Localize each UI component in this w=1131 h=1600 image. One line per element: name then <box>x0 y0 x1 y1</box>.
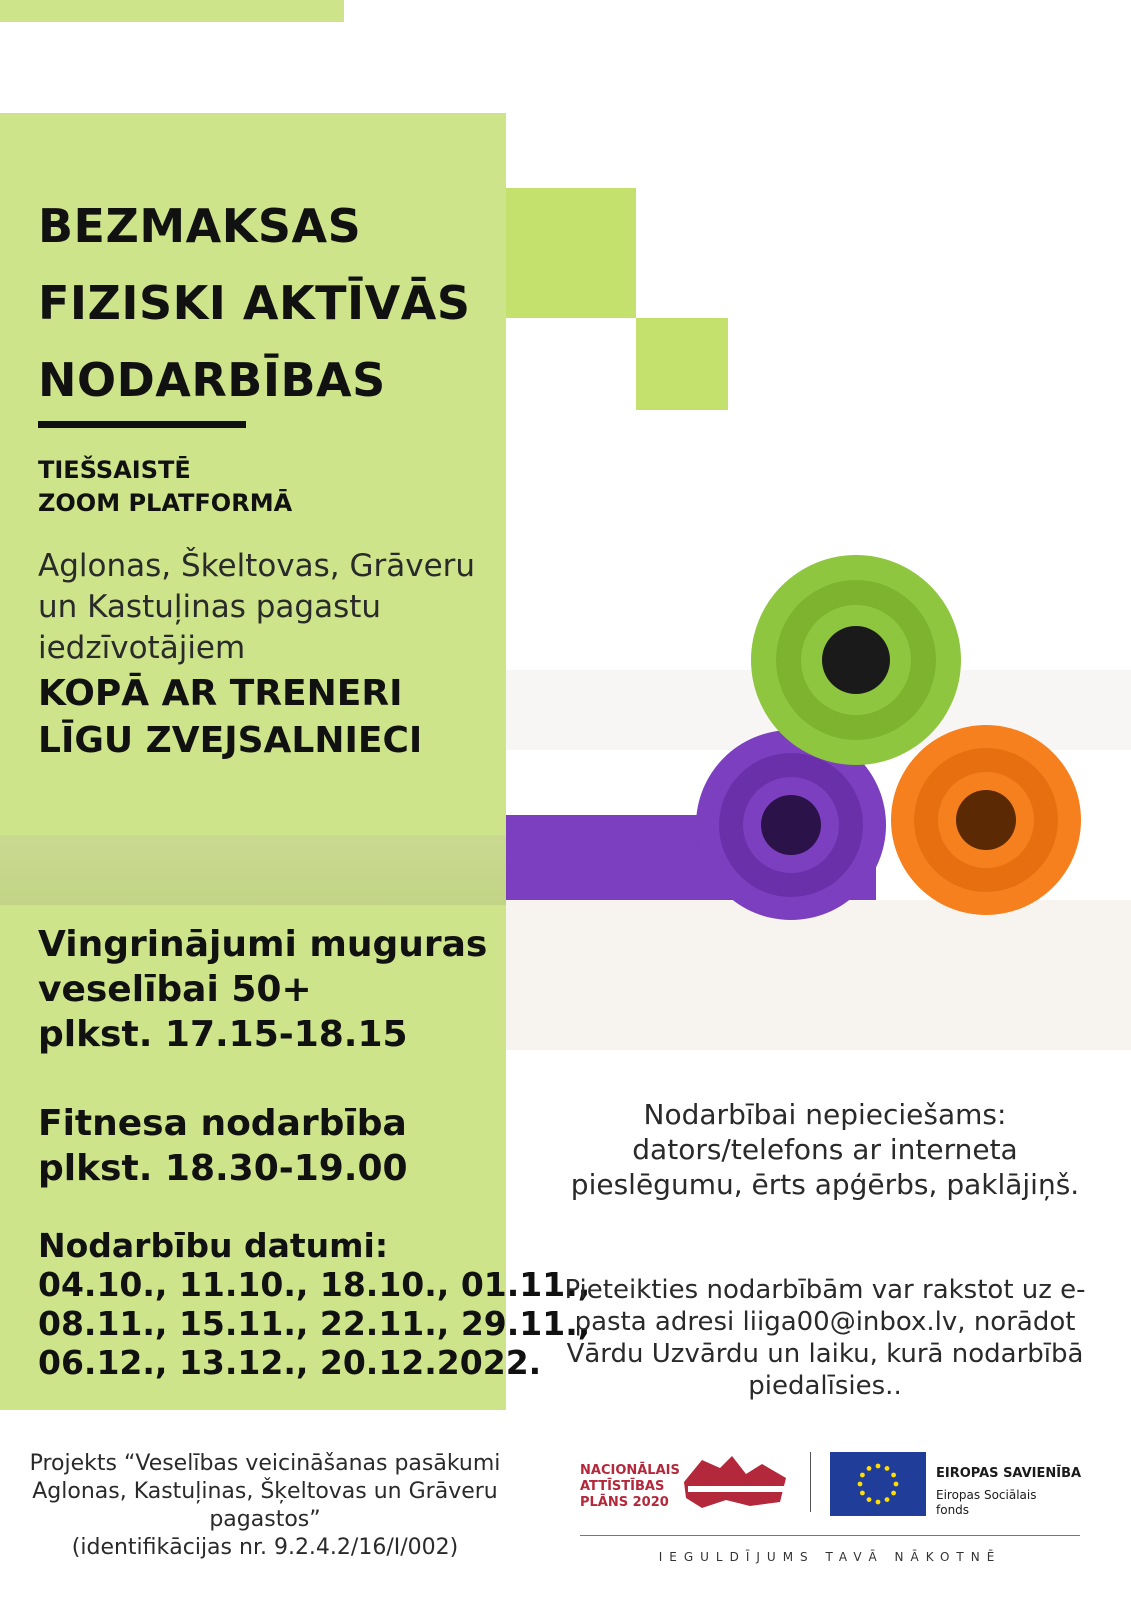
nap-logo-text <box>580 1463 680 1511</box>
dates-line: 08.11., 15.11., 22.11., 29.11., <box>38 1304 591 1343</box>
schedule-line: Fitnesa nodarbība <box>38 1103 407 1144</box>
schedule-line: plkst. 18.30-19.00 <box>38 1148 408 1189</box>
dates-label: Nodarbību datumi: <box>38 1226 389 1265</box>
decor-square-large <box>506 188 636 318</box>
nap-line: PLĀNS 2020 <box>580 1495 669 1510</box>
session-dates <box>38 1226 590 1382</box>
requirements-line: Nodarbībai nepieciešams: <box>643 1098 1007 1131</box>
title-line: FIZISKI AKTĪVĀS <box>38 276 471 330</box>
latvia-map-icon <box>680 1452 790 1510</box>
schedule-line: Vingrinājumi muguras <box>38 924 488 965</box>
schedule-fitness <box>38 1101 408 1191</box>
nap-line: NACIONĀLAIS <box>580 1463 680 1478</box>
footer-motto: IEGULDĪJUMS TAVĀ NĀKOTNĒ <box>658 1550 1002 1564</box>
poster-title <box>38 188 478 419</box>
schedule-line: veselībai 50+ <box>38 969 312 1010</box>
project-line: Aglonas, Kastuļinas, Šķeltovas un Grāveru <box>32 1479 498 1504</box>
eu-sub-line: fonds <box>936 1503 970 1517</box>
requirements-line: dators/telefons ar interneta <box>632 1133 1018 1166</box>
project-line: (identifikācijas nr. 9.2.4.2/16/I/002) <box>71 1535 459 1560</box>
dates-line: 04.10., 11.10., 18.10., 01.11., <box>38 1265 591 1304</box>
decor-square-small <box>636 318 728 410</box>
trainer-heading <box>38 670 422 764</box>
eu-fund-text <box>936 1488 1036 1518</box>
title-line: NODARBĪBAS <box>38 353 386 407</box>
subtitle-line: ZOOM PLATFORMĀ <box>38 489 293 517</box>
eu-flag-icon <box>830 1452 926 1516</box>
subtitle-line: TIEŠSAISTĒ <box>38 456 191 484</box>
trainer-line: LĪGU ZVEJSALNIECI <box>38 720 423 761</box>
photo-band-overlay <box>0 835 506 905</box>
title-divider <box>38 421 246 428</box>
nap-line: ATTĪSTĪBAS <box>580 1479 665 1494</box>
footer-rule <box>580 1535 1080 1536</box>
online-subtitle <box>38 454 292 520</box>
schedule-back-exercises <box>38 922 487 1057</box>
residents-text: Aglonas, Škeltovas, Grāveru un Kastuļinas pagastu iedzīvotājiem <box>38 548 476 666</box>
trainer-line: KOPĀ AR TRENERI <box>38 673 403 714</box>
project-info <box>20 1450 510 1562</box>
yoga-mats-illustration <box>506 520 1131 1050</box>
signup-text: Pieteikties nodarbībām var rakstot uz e-pasta adresi liiga00@inbox.lv, norādot Vārdu Uzvārdu un laiku, kurā nodarbībā piedalīsies.. <box>564 1275 1086 1401</box>
project-line: pagastos” <box>209 1507 321 1532</box>
eu-title: EIROPAS SAVIENĪBA <box>936 1466 1082 1481</box>
title-line: BEZMAKSAS <box>38 199 362 253</box>
eu-sub-line: Eiropas Sociālais <box>936 1488 1037 1502</box>
footer-divider <box>810 1452 811 1512</box>
requirements-text <box>560 1097 1090 1202</box>
schedule-line: plkst. 17.15-18.15 <box>38 1014 408 1055</box>
top-accent-bar <box>0 0 344 22</box>
dates-line: 06.12., 13.12., 20.12.2022. <box>38 1343 542 1382</box>
project-line: Projekts “Veselības veicināšanas pasākumi <box>29 1451 501 1476</box>
requirements-line: pieslēgumu, ērts apģērbs, paklājiņš. <box>570 1168 1080 1201</box>
